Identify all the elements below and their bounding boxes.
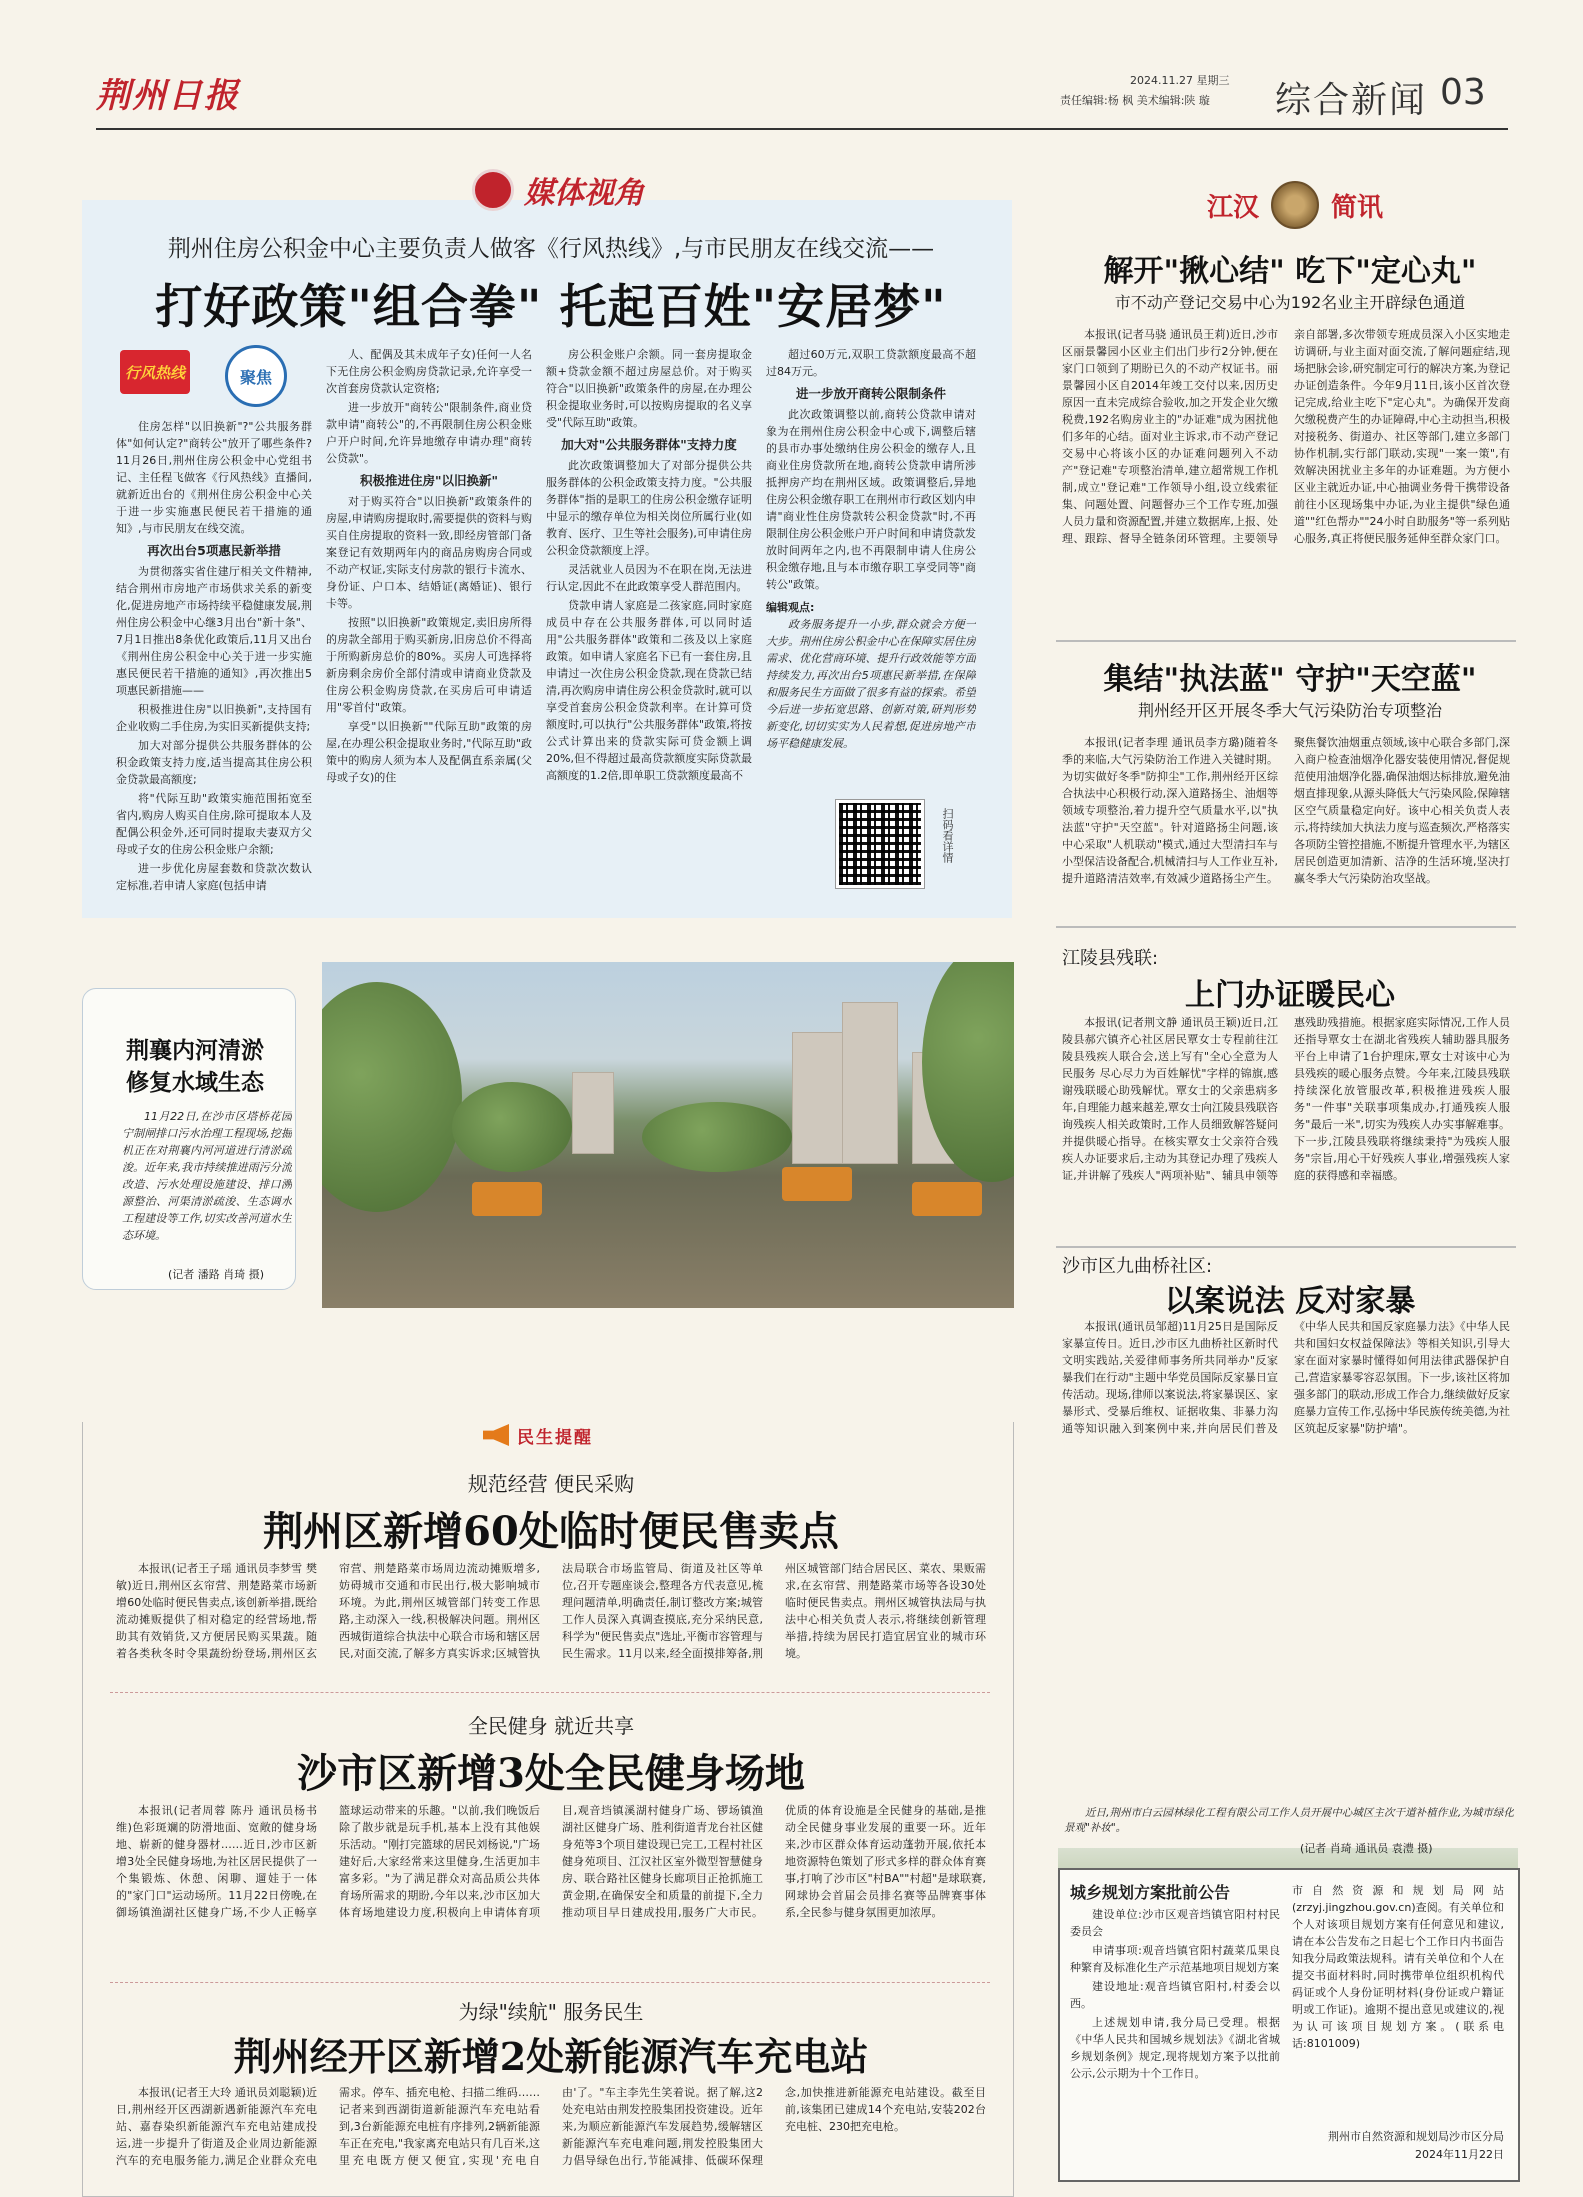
media-col-3-subhead: 加大对"公共服务群体"支持力度 <box>561 437 737 452</box>
divider-2 <box>110 1982 990 1983</box>
article-3-kicker: 为绿"续航" 服务民生 <box>458 2000 644 2024</box>
qr-code[interactable] <box>836 800 924 888</box>
newspaper-logo: 荆州日报 <box>96 76 240 116</box>
media-headline: 打好政策"组合拳" 托起百姓"安居梦" <box>155 280 947 335</box>
brief-2-subhead: 荆州经开区开展冬季大气污染防治专项整治 <box>1137 701 1442 720</box>
planning-notice-title: 城乡规划方案批前公告 <box>1070 1883 1231 1902</box>
notice-details: 市自然资源和规划局网站(zrzyj.jingzhou.gov.cn)查阅。有关单位和个人对该项目规划方案有任何意见和建议,请在本公告发布之日起七个工作日内书面告知我分局政策法规科。请有关单位和个人在提交书面材料时,同时携带单位组织机构代码证或个人身份证明材料(身份证或户籍证明或工作证)。逾期不提出意见或建议的,视为认可该项目规划方案。(联系电话:8101009) <box>1292 1884 1504 2050</box>
article-2-text: 本报讯(记者周蓉 陈丹 通讯员杨书维)色彩斑斓的防滑地面、宽敞的健身场地、崭新的健身器材……近日,沙市区新增3处全民健身场地,为社区居民提供了一个集锻炼、休憩、闲聊、遛娃于一体的"家门口"运动场所。11月22日傍晚,在御场镇渔湖社区健身广场,不少人正畅享篮球运动带来的乐趣。"以前,我们晚饭后除了散步就是玩手机,基本上没有其他娱乐活动。"刚打完篮球的居民刘杨说,"广场建好后,大家经常来这里健身,生活更加丰富多彩。"为了满足群众对高品质公共体育场所需求的期盼,今年以来,沙市区加大体育场地建设力度,积极向上申请体育项目,观音垱镇溪湖村健身广场、锣场镇渔湖社区健身广场、胜利街道青龙台社区健身苑等3个项目建设现已完工,工程村社区健身苑项目、江汉社区室外微型智慧健身房、联合路社区健身长廊项目正抢抓施工黄金期,在确保安全和质量的前提下,全力推动项目早日建成投用,服务广大市民。优质的体育设施是全民健身的基础,是推动全民健身事业发展的重要一环。近年来,沙市区群众体育运动蓬勃开展,依托本地资源特色策划了形式多样的群众体育赛事,打响了沙市区"村BA""村超"是球联赛,网球协会首届会员排名赛等品牌赛事体系,全民参与健身氛围更加浓厚。 <box>116 1804 986 1919</box>
emblem-icon <box>1271 181 1319 229</box>
article-2-headline: 沙市区新增3处全民健身场地 <box>297 1750 805 1797</box>
media-col-2-d: 按照"以旧换新"政策规定,卖旧房所得的房款全部用于购买新房,旧房总价不得高于所购新房总价的80%。买房人可选择将新房剩余房价全部付清或申请商业贷款及住房公积金购房贷款,在买房后可申请适用"零首付"政策。 <box>326 616 532 714</box>
jianghan-banner-left: 江汉 <box>1206 192 1259 223</box>
brief-divider-1 <box>1056 640 1516 642</box>
brief-4-text: 本报讯(通讯员邹超)11月25日是国际反家暴宣传日。近日,沙市区九曲桥社区新时代文明实践站,关爱律师事务所共同举办"反家暴我们在行动"主题中华党员国际反家暴日宣传活动。现场,律师以案说法,将家暴误区、家暴形式、受暴后维权、证据收集、非暴力沟通等知识融入到案例中来,并向居民们普及《中华人民共和国反家庭暴力法》《中华人民共和国妇女权益保障法》等相关知识,引导大家在面对家暴时懂得如何用法律武器保护自己,营造家暴零容忍氛围。下一步,该社区将加强多部门的联动,形成工作合力,继续做好反家庭暴力宣传工作,弘扬中华民族传统美德,为社区筑起反家暴"防护墙"。 <box>1062 1320 1510 1435</box>
notice-applicant: 建设单位:沙市区观音垱镇官阳村村民委员会 <box>1070 1908 1280 1938</box>
photo-story-caption <box>122 1108 292 1258</box>
river-dredging-photo <box>322 962 1014 1308</box>
media-col-2-b: 进一步放开"商转公"限制条件,商业贷款申请"商转公"的,不再限制住房公积金账户开户时间,允许异地缴存申请办理"商转公贷款"。 <box>326 401 532 465</box>
excavator-1 <box>472 1182 542 1216</box>
brief-3-headline: 上门办证暖民心 <box>1185 978 1395 1013</box>
media-col-2-c: 对于购买符合"以旧换新"政策条件的房屋,申请购房提取时,需要提供的资料与购买自住房提取的资料一致,即经房管部门备案登记有效期两年内的商品房购房合同或不动产权证,实际支付房款的银行卡流水、身份证、户口本、结婚证(离婚证)、银行卡等。 <box>326 495 532 610</box>
brief-4-kicker: 沙市区九曲桥社区: <box>1062 1256 1213 1277</box>
media-col-3-lead: 房公积金账户余额。同一套房提取金额+贷款金额不超过房屋总价。对于购买符合"以旧换新"政策条件的房屋,在办理公积金提取业务时,可以按购房提取的名义享受"代际互助"政策。 <box>546 348 752 429</box>
article-3-body <box>116 2084 986 2188</box>
media-col-2 <box>326 346 532 912</box>
camera-icon <box>472 169 514 211</box>
photo-story-title-1: 荆襄内河清淤 <box>126 1037 264 1064</box>
media-banner-title: 媒体视角 <box>524 176 644 211</box>
planning-notice-left <box>1070 1906 1280 2172</box>
page-number: 03 <box>1440 72 1486 113</box>
media-col-1-subhead: 再次出台5项惠民新举措 <box>147 543 281 558</box>
notice-address: 建设地址:观音垱镇官阳村,村委会以西。 <box>1070 1980 1280 2010</box>
brief-1-body <box>1062 326 1510 632</box>
article-1-kicker: 规范经营 便民采购 <box>467 1472 635 1496</box>
media-col-1-f: 进一步优化房屋套数和贷款次数认定标准,若申请人家庭(包括申请 <box>116 862 312 892</box>
qr-caption: 扫码看详情 <box>941 808 954 863</box>
article-1-headline: 荆州区新增60处临时便民售卖点 <box>263 1508 839 1555</box>
media-kicker: 荆州住房公积金中心主要负责人做客《行风热线》,与市民朋友在线交流—— <box>167 236 935 262</box>
media-col-1-c: 积极推进住房"以旧换新",支持国有企业收购二手住房,为实旧买新提供支持; <box>116 703 312 733</box>
brief-4-body <box>1062 1318 1510 1476</box>
greening-photo-credit: (记者 肖琦 通讯员 袁澧 摄) <box>1300 1842 1433 1855</box>
article-1-text: 本报讯(记者王子瑶 通讯员李梦雪 樊敏)近日,荆州区玄帘营、荆楚路菜市场新增60处临时便民售卖点,该创新举措,既给流动摊贩提供了相对稳定的经营场地,帮助其有效销货,又方便居民购买果蔬。随着各类秋冬时令果蔬纷纷登场,荆州区玄帘营、荆楚路菜市场周边流动摊贩增多,妨碍城市交通和市民出行,极大影响城市环境。为此,荆州区城管部门转变工作思路,主动深入一线,积极解决问题。荆州区西城街道综合执法中心联合市场和辖区居民,对面交流,了解多方真实诉求;区城管执法局联合市场监管局、街道及社区等单位,召开专题座谈会,整理各方代表意见,梳理问题清单,明确责任,制订整改方案;城管工作人员深入真调查摸底,充分采纳民意,科学为"便民售卖点"选址,平衡市容管理与民生需求。11月以来,经全面摸排筹备,荆州区城管部门结合居民区、菜农、果贩需求,在玄帘营、荆楚路菜市场等各设30处临时便民售卖点。荆州区城管执法局与执法中心相关负责人表示,将继续创新管理举措,持续为居民打造宜居宜业的城市环境。 <box>116 1562 986 1660</box>
masthead-rule <box>96 128 1508 130</box>
hotline-badge-label: 行风热线 <box>124 363 185 382</box>
editors-line: 责任编辑:杨 枫 美术编辑:陕 璇 <box>1060 94 1210 107</box>
megaphone-icon <box>483 1424 509 1446</box>
media-banner <box>448 168 668 212</box>
brief-2-body <box>1062 734 1510 912</box>
media-col-2-lead: 人、配偶及其未成年子女)任何一人名下无住房公积金购房贷款记录,允许享受一次首套房贷款认定资格; <box>326 348 532 395</box>
brief-1-subhead: 市不动产登记交易中心为192名业主开辟绿色通道 <box>1114 293 1466 312</box>
brief-4-headline: 以案说法 反对家暴 <box>1164 1284 1416 1319</box>
media-col-4-lead: 超过60万元,双职工贷款额度最高不超过84万元。 <box>766 348 976 378</box>
greening-photo-caption <box>1064 1806 1514 1842</box>
media-col-4 <box>766 346 976 786</box>
article-2-kicker: 全民健身 就近共享 <box>467 1714 635 1738</box>
brief-3-body <box>1062 1014 1510 1240</box>
media-col-3 <box>546 346 752 912</box>
article-3-headline: 荆州经开区新增2处新能源汽车充电站 <box>233 2034 869 2079</box>
minsheng-banner <box>448 1418 628 1452</box>
divider-1 <box>110 1692 990 1693</box>
media-col-1 <box>116 418 312 912</box>
hotline-badge <box>120 350 190 394</box>
jianghan-banner-right: 简讯 <box>1331 192 1384 223</box>
media-col-2-subhead: 积极推进住房"以旧换新" <box>359 473 499 488</box>
issue-date: 2024.11.27 星期三 <box>1130 74 1230 87</box>
notice-matter: 申请事项:观音垱镇官阳村蔬菜瓜果良种繁育及标准化生产示范基地项目规划方案 <box>1070 1944 1280 1974</box>
brief-divider-3 <box>1056 1246 1516 1248</box>
article-3-text: 本报讯(记者王大玲 通讯员刘聪颖)近日,荆州经开区西湖新遇新能源汽车充电站、嘉春染织新能源汽车充电站建成投运,进一步提升了街道及企业周边新能源汽车的充电服务能力,满足企业群众充电需求。停车、插充电枪、扫描二维码……记者来到西湖街道新能源汽车充电站看到,3台新能源充电桩有序排列,2辆新能源车正在充电,"我家离充电站只有几百米,这里充电既方便又便宜,实现'充电自由'了。"车主李先生笑着说。据了解,这2处充电站由荆发控股集团投资建设。近年来,为顺应新能源汽车发展趋势,缓解辖区新能源汽车充电难问题,荆发控股集团大力倡导绿色出行,节能减排、低碳环保理念,加快推进新能源充电站建设。截至目前,该集团已建成14个充电站,安装202台充电桩、230把充电枪。 <box>116 2086 986 2167</box>
brief-2-text: 本报讯(记者李理 通讯员李方璐)随着冬季的来临,大气污染防治工作进入关键时期。为切实做好冬季"防抑尘"工作,荆州经开区综合执法中心积极行动,深入道路扬尘、油烟等领域专项整治,着力提升空气质量水平,以"执法蓝"守护"天空蓝"。针对道路扬尘问题,该中心采取"人机联动"模式,通过大型清扫车与小型保洁设备配合,机械清扫与人工作业互补,提升道路清洁效率,有效减少道路扬尘产生。聚焦餐饮油烟重点领域,该中心联合多部门,深入商户检查油烟净化器安装使用情况,督促规范使用油烟净化器,确保油烟达标排放,避免油烟直排现象,从源头降低大气污染风险,保障辖区空气质量稳定向好。该中心相关负责人表示,将持续加大执法力度与巡查频次,严格落实各项防尘管控措施,不断提升管理水平,为辖区居民创造更加清新、洁净的生活环境,坚决打赢冬季大气污染防治攻坚战。 <box>1062 736 1510 885</box>
brief-2-headline: 集结"执法蓝" 守护"天空蓝" <box>1103 662 1477 697</box>
article-2-body <box>116 1802 986 1972</box>
media-col-1-d: 加大对部分提供公共服务群体的公积金政策支持力度,适当提高其住房公积金贷款最高额度; <box>116 739 312 786</box>
brief-3-text: 本报讯(记者荆文静 通讯员王颖)近日,江陵县郝穴镇齐心社区居民覃女士专程前往江陵县残疾人联合会,送上写有"全心全意为人民服务 尽心尽力为百姓解忧"字样的锦旗,感谢残联暖心助残解忧。覃女士的父亲患病多年,自理能力越来越差,覃女士向江陵县残联咨询残疾人相关政策时,工作人员细致解答疑问并提供暖心指导。在核实覃女士父亲符合残疾人办证要求后,主动为其登记办理了残疾人证,并讲解了残疾人"两项补贴"、辅具申领等惠残助残措施。根据家庭实际情况,工作人员还指导覃女士在湖北省残疾人辅助器具服务平台上申请了1台护理床,覃女士对该中心为县残疾的暖心服务点赞。今年来,江陵县残联持续深化放管服改革,积极推进残疾人服务"一件事"关联事项集成办,打通残疾人服务"最后一米",切实为残疾人办实事解难事。下一步,江陵县残联将继续秉持"为残疾人服务"宗旨,用心干好残疾人事业,增强残疾人家庭的获得感和幸福感。 <box>1062 1016 1510 1182</box>
brief-1-headline: 解开"揪心结" 吃下"定心丸" <box>1103 254 1477 289</box>
editor-note: 政务服务提升一小步,群众就会方便一大步。荆州住房公积金中心在保障实居住房需求、优化营商环境、提升行政效能等方面持续发力,再次出台5项惠民新举措,在保障和服务民生方面做了很多有益的探索。希望今后进一步拓宽思路、创新对策,研判形势新变化,切切实实为人民着想,促进房地产市场平稳健康发展。 <box>766 618 976 750</box>
greening-photo-caption-text: 近日,荆州市白云园林绿化工程有限公司工作人员开展中心城区主次干道补植作业,为城市绿化景观"补妆"。 <box>1064 1807 1514 1834</box>
minsheng-banner-title: 民生提醒 <box>517 1427 593 1448</box>
excavator-2 <box>782 1167 852 1201</box>
brief-1-text: 本报讯(记者马骁 通讯员王莉)近日,沙市区丽景馨园小区业主们出门步行2分钟,便在家门口领到了期盼已久的不动产权证书。丽景馨园小区自2014年竣工交付以来,因历史原因一直未完成综合验收,加之开发企业欠缴税费,192名购房业主的"办证难"成为困扰他们多年的心结。面对业主诉求,市不动产登记交易中心将该小区的办证难问题列入不动产"登记难"专项整治清单,建立超常规工作机制,成立"登记难"工作领导小组,设立线索征集、问题处置、问题督办三个工作专班,加强人员力量和资源配置,并建立数据库,上报、处理、跟踪、督导全链条闭环管理。主要领导亲自部署,多次带领专班成员深入小区实地走访调研,与业主面对面交流,了解问题症结,现场把脉会诊,研究制定可行的解决方案,为登记办证创造条件。今年9月11日,该小区首次登记完成,给业主吃下"定心丸"。为确保开发商欠缴税费产生的办证障碍,中心主动担当,积极对接税务、街道办、社区等部门,建立多部门协作机制,实行部门联动,实现"一案一策",有效解决困扰业主多年的办证难题。为方便小区业主就近办证,中心抽调业务骨干携带设备前往小区现场集中办证,为业主提供"绿色通道""红色帮办""24小时自助服务"等一系列贴心服务,真正将便民服务延伸至群众家门口。 <box>1062 328 1510 545</box>
photo-story-caption-text: 11月22日,在沙市区塔桥花园宁制闸排口污水治理工程现场,挖掘机正在对荆襄内河河道进行清淤疏浚。近年来,我市持续推进雨污分流改造、污水处理设施建设、排口溯源整治、河渠清淤疏浚、生态调水工程建设等工作,切实改善河道水生态环境。 <box>122 1110 292 1242</box>
article-1-body <box>116 1560 986 1678</box>
media-col-1-e: 将"代际互助"政策实施范围拓宽至省内,购房人购买自住房,除可提取本人及配偶公积金外,还可同时提取夫妻双方父母或子女的住房公积金账户余额; <box>116 792 312 856</box>
masthead <box>0 0 1583 130</box>
media-col-4-subhead: 进一步放开商转公限制条件 <box>795 386 946 401</box>
photo-story-title-2: 修复水域生态 <box>126 1069 264 1096</box>
section-name: 综合新闻 <box>1275 80 1428 121</box>
media-col-1-lead: 住房怎样"以旧换新"?"公共服务群体"如何认定?"商转公"放开了哪些条件?11月26日,荆州住房公积金中心党组书记、主任程飞做客《行风热线》直播间,就新近出台的《荆州住房公积金中心关于进一步实施惠民便民若干措施的通知》,与市民朋友在线交流。 <box>116 420 312 535</box>
notice-signature: 荆州市自然资源和规划局沙市区分局 <box>1328 2130 1504 2143</box>
notice-date: 2024年11月22日 <box>1415 2148 1504 2161</box>
planning-notice-right <box>1292 1882 1504 2122</box>
jianghan-banner <box>1170 180 1420 230</box>
excavator-3 <box>912 1182 982 1216</box>
media-col-3-b: 此次政策调整加大了对部分提供公共服务群体的公积金政策支持力度。"公共服务群体"指的是职工的住房公积金缴存证明中显示的缴存单位为相关岗位所属行业(如教育、医疗、卫生等社会服务),可申请住房公积金贷款额度上浮。 <box>546 459 752 557</box>
photo-story-credit: (记者 潘路 肖琦 摄) <box>168 1268 265 1281</box>
media-col-3-d: 贷款申请人家庭是二孩家庭,同时家庭成员中存在公共服务群体,可以同时适用"公共服务群体"政策和二孩及以上家庭政策。如申请人家庭名下已有一套住房,且申请过一次住房公积金贷款,现在贷款已结清,再次购房申请住房公积金贷款时,就可以享受首套房公积金贷款利率。在计算可贷额度时,可以执行"公共服务群体"政策,将按公式计算出来的贷款实际可贷金额上调20%,但不得超过最高贷款额度实际贷款最高额度的1.2倍,即单职工贷款额度最高不 <box>546 599 752 782</box>
focus-badge-label: 聚焦 <box>239 367 272 387</box>
notice-accepted: 上述规划申请,我分局已受理。根据《中华人民共和国城乡规划法》《湖北省城乡规划条例》规定,现将规划方案予以批前公示,公示期为十个工作日。 <box>1070 2016 1280 2080</box>
media-col-2-e: 享受"以旧换新""代际互助"政策的房屋,在办理公积金提取业务时,"代际互助"政策中的购房人须为本人及配偶直系亲属(父母或子女)的住 <box>326 720 532 784</box>
media-col-3-c: 灵活就业人员因为不在职在岗,无法进行认定,因此不在此政策享受人群范围内。 <box>546 563 752 593</box>
editor-note-head: 编辑观点: <box>766 601 815 614</box>
media-col-4-b: 此次政策调整以前,商转公贷款申请对象为在荆州住房公积金中心或下,调整后辖的县市办事处缴纳住房公积金的缴存人,且商业住房贷款所在地,商转公贷款申请所涉抵押房产均在荆州区域。政策调整后,异地住房公积金缴存职工在荆州市行政区划内申请"商业性住房贷款转公积金贷款"时,不再限制住房公积金账户开户时间和申请贷款发放时间两年之内,也不再限制申请人住房公积金缴存地,且与本市缴存职工享受同等"商转公"政策。 <box>766 408 976 591</box>
media-col-1-b: 为贯彻落实省住建厅相关文件精神,结合荆州市房地产市场供求关系的新变化,促进房地产市场持续平稳健康发展,荆州住房公积金中心继3月出台"新十条"、7月1日推出8条优化政策后,11月又出台《荆州住房公积金中心关于进一步实施惠民便民若干措施的通知》,再次推出5项惠民新措施—— <box>116 565 312 697</box>
focus-badge <box>225 345 287 407</box>
brief-3-kicker: 江陵县残联: <box>1062 948 1159 969</box>
brief-divider-2 <box>1056 926 1516 928</box>
